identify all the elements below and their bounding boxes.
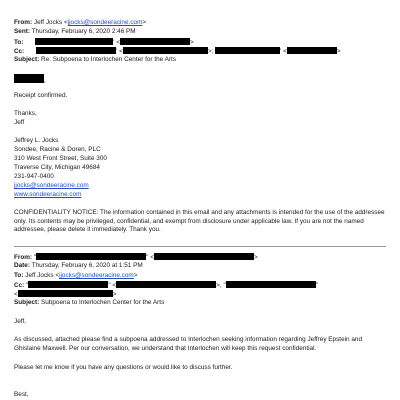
date-value: Thursday, February 6, 2020 at 1:51 PM bbox=[31, 262, 143, 269]
email1-to-line: To: ' < > bbox=[14, 39, 194, 46]
body-paragraph: Please let me know if you have any questions or would like to discuss further. bbox=[14, 364, 233, 371]
closing: Thanks, bbox=[14, 110, 37, 117]
signature-street: 310 West Front Street, Suite 300 bbox=[14, 155, 107, 162]
from-label: From: bbox=[14, 19, 33, 26]
closing-name: Jeff bbox=[14, 119, 25, 126]
signature-email-link[interactable]: jjocks@sondeeracine.com bbox=[14, 182, 89, 189]
email1-sent-line bbox=[14, 28, 136, 37]
email2-cc-continued: < > bbox=[14, 291, 117, 298]
to-label: To: bbox=[14, 272, 24, 279]
redaction-block bbox=[116, 281, 216, 288]
greeting-line: , bbox=[14, 74, 46, 86]
divider bbox=[14, 246, 386, 247]
to-label: To: bbox=[14, 39, 24, 46]
sent-value: Thursday, February 6, 2020 2:46 PM bbox=[31, 28, 136, 35]
redaction-block bbox=[154, 253, 254, 260]
signature-website-link[interactable]: www.sondeeracine.com bbox=[14, 191, 82, 198]
body-paragraph: As discussed, attached please find a subpoena addressed to Interlochen seeking information regarding Jeffrey Epstein and Ghislaine Maxwell. Per our conversation, we understand that Interlochen will keep this request confidential. bbox=[14, 336, 363, 352]
signature-city: Traverse City, Michigan 49684 bbox=[14, 164, 100, 171]
redaction-block bbox=[28, 281, 108, 288]
signature-name: Jeffrey L. Jocks bbox=[14, 137, 59, 144]
redaction-block bbox=[287, 47, 337, 54]
email2-to-line: To: Jeff Jocks <jjocks@sondeeracine.com> bbox=[14, 272, 138, 279]
from-email-link[interactable]: jjocks@sondeeracine.com bbox=[67, 19, 143, 26]
signature-phone: 231-947-0400 bbox=[14, 173, 54, 180]
redaction-block bbox=[14, 74, 44, 83]
to-email-link[interactable]: jjocks@sondeeracine.com bbox=[59, 272, 134, 279]
from-label: From: bbox=[14, 254, 33, 261]
subject-label: Subject: bbox=[14, 56, 40, 63]
email2-subject-line bbox=[14, 299, 164, 308]
email1-from-line: From: Jeff Jocks <jjocks@sondeeracine.com> bbox=[14, 19, 147, 26]
redaction-block bbox=[120, 38, 190, 45]
subject-value: Re: Subpoena to Interlochen Center for the Arts bbox=[41, 56, 176, 63]
redaction-block bbox=[123, 47, 208, 54]
redaction-block bbox=[18, 290, 113, 297]
body-text: Receipt confirmed. bbox=[14, 92, 68, 99]
redaction-block bbox=[226, 281, 316, 288]
email2-cc-line: Cc: " " < >, " " bbox=[14, 282, 318, 289]
redaction-block bbox=[36, 47, 116, 54]
redaction-block bbox=[35, 38, 113, 45]
from-name: Jeff Jocks < bbox=[33, 19, 68, 26]
redaction-block bbox=[36, 253, 146, 260]
greeting-line: Jeff, bbox=[14, 318, 26, 325]
subject-label: Subject: bbox=[14, 299, 40, 306]
subject-value: Subpoena to Interlochen Center for the Arts bbox=[41, 299, 165, 306]
closing: Best, bbox=[14, 391, 29, 398]
signature-firm: Sondee, Racine & Doren, PLC bbox=[14, 146, 101, 153]
redaction-block bbox=[215, 47, 280, 54]
sent-label: Sent: bbox=[14, 28, 30, 35]
email2-date-line bbox=[14, 262, 143, 271]
email2-from-line: From: " " < > bbox=[14, 254, 258, 261]
cc-label: Cc: bbox=[14, 48, 25, 55]
cc-label: Cc: bbox=[14, 282, 25, 289]
email1-cc-line: Cc: ' < >; ' < > bbox=[14, 48, 341, 55]
to-value: Jeff Jocks < bbox=[25, 272, 60, 279]
email1-subject-line bbox=[14, 56, 176, 65]
date-label: Date: bbox=[14, 262, 30, 269]
confidentiality-notice: CONFIDENTIALITY NOTICE: The information contained in this email and any attachments is intended for the use of the addressee only. Its contents may be privileged, confidential, and exempt from disclosure under applicable law. If you are not the named addressee, please delete it immediately. Thank you. bbox=[14, 209, 385, 234]
